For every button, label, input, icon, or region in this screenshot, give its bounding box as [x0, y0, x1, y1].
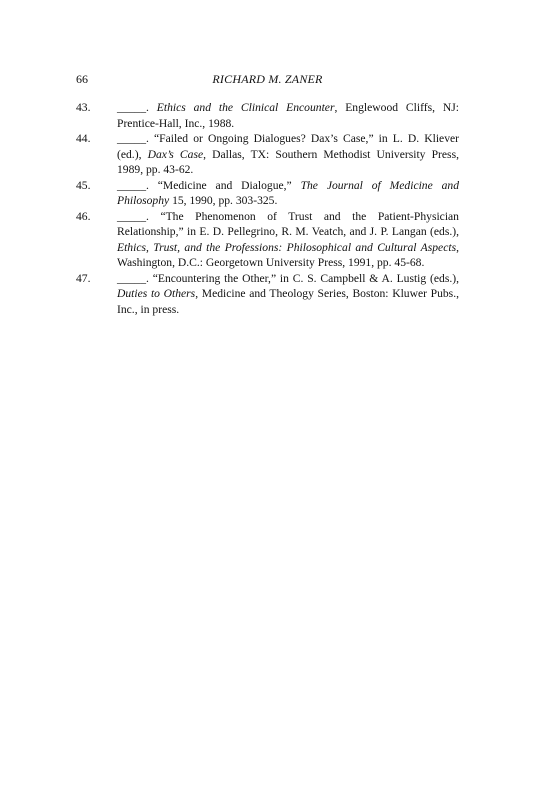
reference-list — [76, 100, 459, 317]
author-blank: _____. — [117, 132, 149, 145]
reference-text: “Medicine and Dialogue,” — [157, 178, 301, 192]
reference-text: “Failed or Ongoing Dialogues? Dax’s Case,” in L. D. Kliever (ed.), — [117, 132, 459, 161]
reference-entry — [76, 100, 459, 131]
reference-entry — [76, 178, 459, 209]
reference-entry — [76, 131, 459, 178]
reference-text: “Encountering the Other,” in C. S. Campbell & A. Lustig (eds.), — [152, 271, 459, 285]
author-blank: _____. — [117, 271, 149, 285]
reference-title: The Journal of Medicine and Philosophy — [117, 178, 460, 207]
reference-title: Dax’s Case — [147, 147, 204, 161]
reference-number: 44. — [76, 132, 91, 145]
author-blank: _____. — [117, 178, 149, 192]
reference-number: 45. — [76, 178, 91, 192]
running-head: RICHARD M. ZANER — [212, 72, 323, 86]
author-blank: _____. — [117, 101, 149, 114]
reference-title: Ethics, Trust, and the Professions: Philosophical and Cultural Aspects — [117, 240, 457, 254]
reference-number: 47. — [76, 271, 91, 285]
reference-title: Ethics and the Clinical Encounter — [156, 101, 335, 114]
reference-title: Duties to Others — [117, 287, 196, 300]
reference-number: 43. — [76, 101, 91, 114]
reference-text: “The Phenomenon of Trust and the Patient-Physician Relationship,” in E. D. Pellegrino, R. M. Veatch, and J. P. Langan (eds.), — [117, 209, 459, 238]
reference-number: 46. — [76, 209, 91, 223]
reference-text: , Medicine and Theology Series, Boston: Kluwer Pubs., Inc., in press. — [117, 287, 459, 316]
reference-text: , Dallas, TX: Southern Methodist University Press, 1989, pp. 43-62. — [117, 147, 459, 176]
reference-text: 15, 1990, pp. 303-325. — [169, 194, 278, 207]
reference-text: , Washington, D.C.: Georgetown University Press, 1991, pp. 45-68. — [117, 240, 459, 269]
reference-entry — [76, 209, 459, 271]
reference-text: , Englewood Cliffs, NJ: Prentice-Hall, Inc., 1988. — [117, 101, 459, 130]
reference-entry — [76, 271, 459, 318]
page-number: 66 — [76, 72, 88, 86]
author-blank: _____. — [117, 209, 149, 223]
